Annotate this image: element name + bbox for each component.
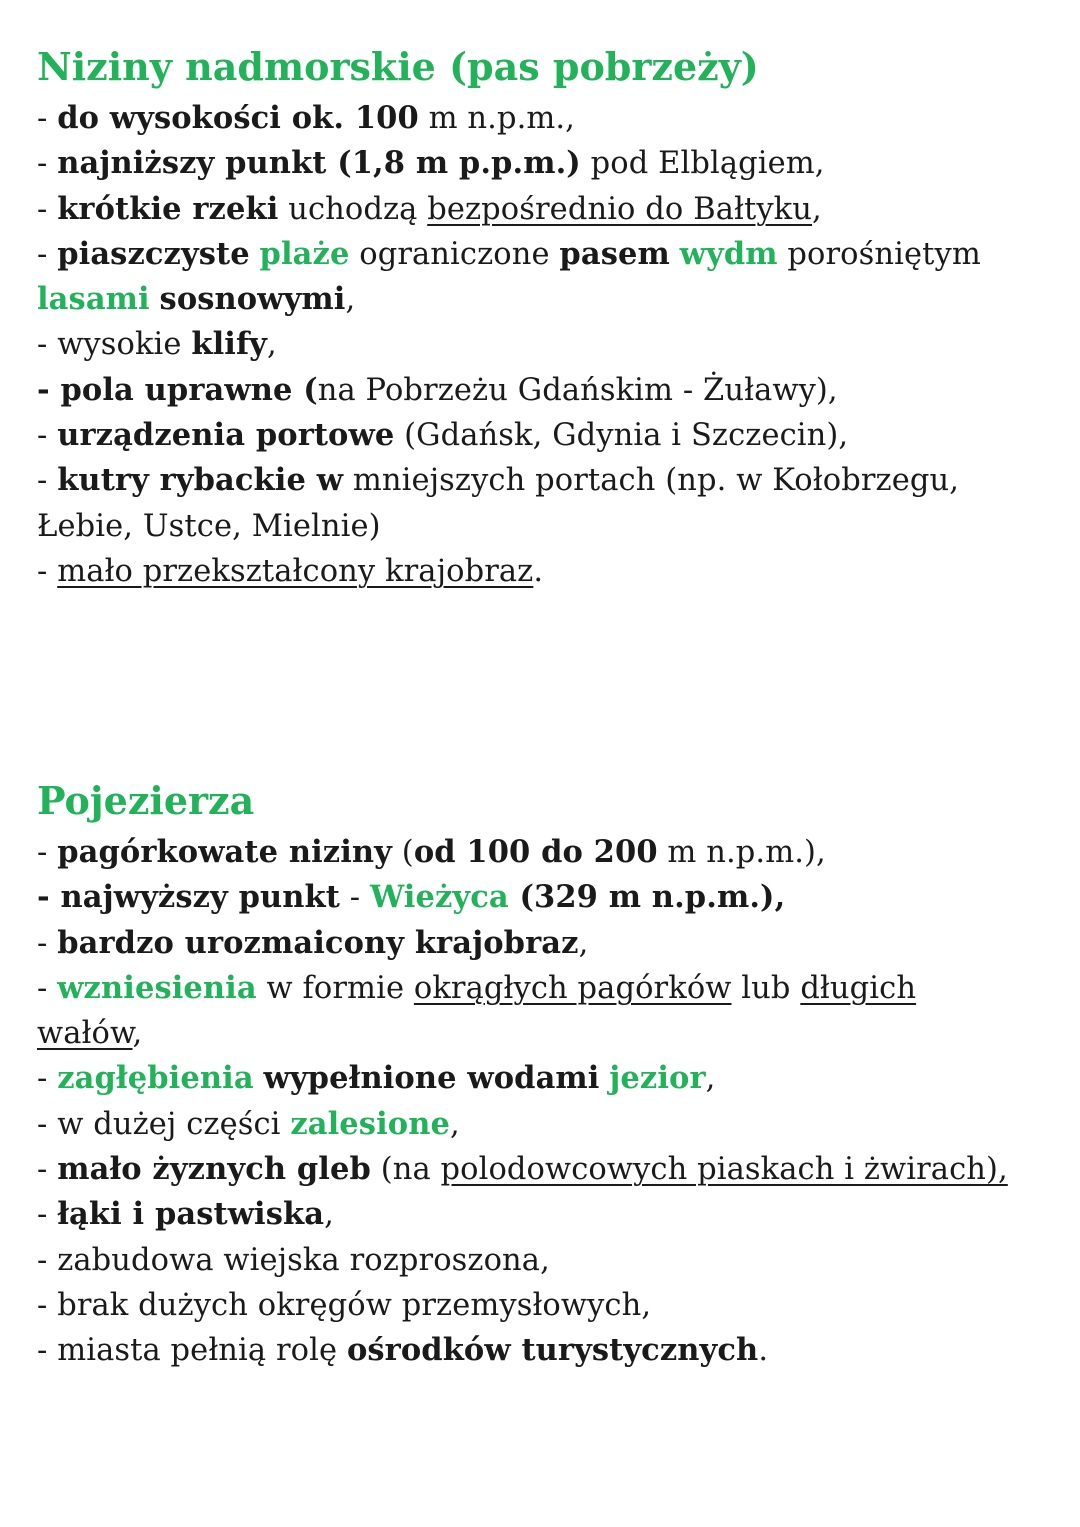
text-line bbox=[37, 96, 1047, 141]
text-run: mało przekształcony krajobraz bbox=[57, 553, 534, 589]
text-line bbox=[37, 413, 1047, 458]
section-title: Pojezierza bbox=[37, 778, 255, 823]
text-line bbox=[37, 875, 1047, 920]
text-run bbox=[600, 1061, 610, 1096]
section-body bbox=[37, 830, 1047, 1374]
text-run: polodowcowych piaskach i żwirach), bbox=[440, 1152, 1008, 1188]
text-line bbox=[37, 1102, 1047, 1147]
text-line bbox=[37, 368, 1047, 413]
text-run: w formie bbox=[256, 970, 414, 1006]
text-line bbox=[37, 1238, 1047, 1283]
text-run: , bbox=[324, 1197, 334, 1233]
bold-term: piaszczyste bbox=[57, 235, 250, 272]
text-run: , bbox=[812, 191, 822, 227]
text-run: (Gdańsk, Gdynia i Szczecin), bbox=[394, 418, 849, 454]
bold-term: (329 m n.p.m.), bbox=[508, 879, 786, 916]
bold-term: - pola uprawne ( bbox=[37, 371, 318, 408]
text-line bbox=[37, 966, 1047, 1011]
text-line bbox=[37, 458, 1047, 503]
text-line bbox=[37, 1192, 1047, 1237]
text-run: , bbox=[345, 282, 356, 318]
text-line bbox=[37, 187, 1047, 232]
bold-term: ośrodków turystycznych bbox=[346, 1332, 759, 1369]
text-run: okrągłych pagórków bbox=[413, 970, 732, 1006]
text-run: - bbox=[37, 1061, 58, 1097]
text-run: , bbox=[132, 1016, 143, 1052]
text-run: - bbox=[37, 236, 58, 272]
text-line bbox=[37, 1147, 1047, 1192]
text-line bbox=[37, 1011, 1047, 1056]
bold-term: pasem bbox=[559, 235, 670, 272]
highlight-term: Wieżyca bbox=[369, 879, 509, 916]
text-line bbox=[37, 1283, 1047, 1328]
section-body bbox=[37, 96, 1047, 594]
highlight-term: wydm bbox=[679, 235, 778, 272]
text-run: - bbox=[37, 835, 58, 870]
text-run: - bbox=[37, 418, 58, 454]
bold-term: sosnowymi bbox=[159, 281, 346, 318]
text-line bbox=[37, 921, 1047, 966]
text-run: porośniętym bbox=[777, 236, 981, 272]
text-run: - zabudowa wiejska rozproszona, bbox=[37, 1242, 550, 1278]
bold-term: urządzenia portowe bbox=[57, 417, 395, 454]
text-run bbox=[670, 237, 680, 272]
text-line bbox=[37, 232, 1047, 277]
highlight-term: zalesione bbox=[290, 1105, 450, 1142]
text-run: , bbox=[705, 1061, 716, 1097]
section-pojezierza bbox=[37, 776, 1047, 1374]
text-run: - bbox=[37, 1152, 58, 1188]
text-run: , bbox=[578, 925, 589, 961]
highlight-term: lasami bbox=[37, 281, 150, 318]
text-run: - bbox=[37, 191, 58, 227]
text-run: - bbox=[37, 970, 58, 1006]
text-run: - wysokie bbox=[37, 327, 192, 363]
bold-term: do wysokości ok. 100 bbox=[57, 100, 419, 136]
text-run: - bbox=[339, 880, 370, 916]
bold-term: łąki i pastwiska bbox=[57, 1196, 325, 1233]
text-run: - bbox=[37, 146, 58, 182]
text-run bbox=[250, 237, 260, 272]
bold-term: - najwyższy punkt bbox=[37, 879, 340, 916]
bold-term: pagórkowate niziny bbox=[57, 834, 393, 870]
text-run: uchodzą bbox=[278, 191, 428, 227]
text-run: , bbox=[449, 1106, 460, 1142]
text-run: długich bbox=[800, 970, 917, 1006]
text-run: m n.p.m.), bbox=[657, 835, 826, 870]
section-title: Niziny nadmorskie (pas pobrzeży) bbox=[37, 44, 759, 89]
bold-term: wypełnione wodami bbox=[263, 1060, 600, 1097]
bold-term: mało żyznych gleb bbox=[57, 1151, 371, 1188]
text-run: . bbox=[758, 1333, 769, 1369]
text-run: . bbox=[533, 553, 544, 589]
highlight-term: plaże bbox=[259, 235, 350, 272]
bold-term: kutry rybackie w bbox=[57, 462, 344, 499]
text-run: (na bbox=[370, 1152, 441, 1188]
section-niziny-nadmorskie bbox=[37, 42, 1047, 594]
text-line bbox=[37, 830, 1047, 875]
text-run: ( bbox=[392, 835, 414, 870]
text-run: - bbox=[37, 101, 58, 136]
text-line bbox=[37, 504, 1047, 549]
text-run: m n.p.m., bbox=[418, 101, 575, 136]
text-line bbox=[37, 141, 1047, 186]
highlight-term: jezior bbox=[609, 1060, 706, 1097]
bold-term: najniższy punkt (1,8 m p.p.m.) bbox=[57, 145, 581, 182]
bold-term: krótkie rzeki bbox=[57, 190, 279, 227]
text-line bbox=[37, 549, 1047, 594]
text-line bbox=[37, 1328, 1047, 1373]
highlight-term: wzniesienia bbox=[57, 969, 257, 1006]
text-run: Łebie, Ustce, Mielnie) bbox=[37, 508, 381, 544]
text-line bbox=[37, 1056, 1047, 1101]
text-line bbox=[37, 277, 1047, 322]
text-run: ograniczone bbox=[349, 236, 560, 272]
text-run: lub bbox=[731, 970, 801, 1006]
text-run: pod Elblągiem, bbox=[580, 146, 825, 182]
text-run: - w dużej części bbox=[37, 1106, 291, 1142]
text-run: - brak dużych okręgów przemysłowych, bbox=[37, 1287, 652, 1323]
text-run: - miasta pełnią rolę bbox=[37, 1333, 347, 1369]
bold-term: klify bbox=[191, 326, 267, 363]
text-run: - bbox=[37, 553, 58, 589]
text-line bbox=[37, 322, 1047, 367]
text-run bbox=[254, 1061, 264, 1096]
text-run: - bbox=[37, 1197, 58, 1233]
text-run: wałów bbox=[37, 1016, 133, 1052]
bold-term: bardzo urozmaicony krajobraz bbox=[57, 924, 579, 961]
bold-term: od 100 do 200 bbox=[413, 834, 658, 870]
text-run: , bbox=[267, 327, 277, 363]
text-run: na Pobrzeżu Gdańskim - Żuławy), bbox=[317, 372, 838, 408]
text-run: mniejszych portach (np. w Kołobrzegu, bbox=[343, 463, 960, 499]
text-run: bezpośrednio do Bałtyku bbox=[427, 191, 812, 227]
text-run: - bbox=[37, 463, 58, 499]
text-run bbox=[150, 282, 160, 317]
text-run: - bbox=[37, 925, 58, 961]
highlight-term: zagłębienia bbox=[57, 1060, 254, 1097]
